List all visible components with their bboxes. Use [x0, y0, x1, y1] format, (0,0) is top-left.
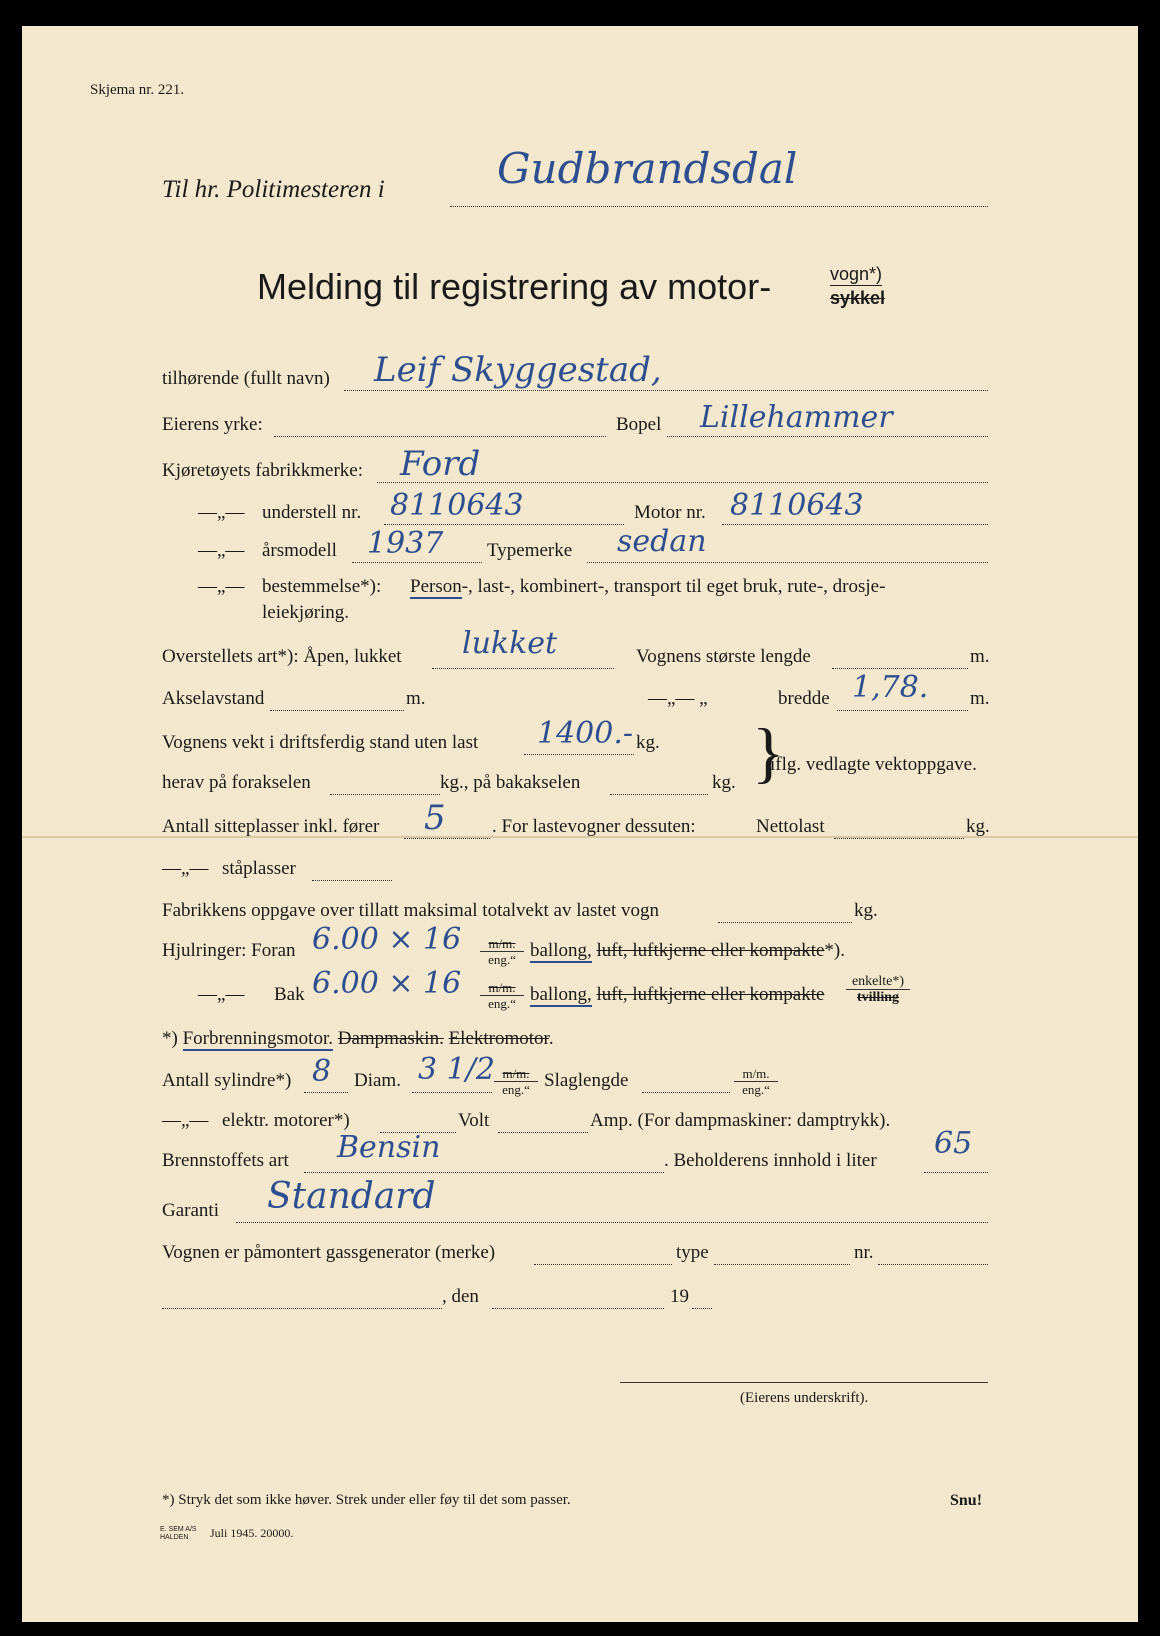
max-weight-line — [718, 922, 852, 923]
max-weight-unit: kg. — [854, 900, 878, 921]
front-axle-line — [330, 794, 440, 795]
motor-line — [722, 524, 988, 525]
form-title: Melding til registrering av motor- — [257, 266, 772, 307]
year-value: 1937 — [367, 526, 444, 561]
footer-note: *) Stryk det som ikke høver. Strek under eller føy til det som passer. — [162, 1492, 571, 1508]
length-label: Vognens største lengde — [636, 646, 811, 667]
amp-label: Amp. (For dampmaskiner: damptrykk). — [590, 1110, 891, 1131]
stroke-label: Slaglengde — [544, 1070, 629, 1091]
addressee-line — [450, 206, 988, 207]
title-option-sykkel: sykkel — [830, 288, 886, 308]
gas-type-line — [714, 1264, 850, 1265]
ditto-year: —„— — [198, 540, 245, 561]
wheelbase-line — [270, 710, 404, 711]
ditto-rear: —„— — [198, 984, 245, 1005]
year-label: årsmodell — [262, 540, 337, 561]
occupation-label: Eierens yrke: — [162, 414, 263, 435]
mm-label: m/m. — [734, 1066, 778, 1082]
gas-nr-line — [878, 1264, 988, 1265]
engine-type: *) Forbrenningsmotor. Dampmaskin. Elektromotor. — [162, 1028, 554, 1049]
volt-line — [498, 1132, 588, 1133]
seats-value: 5 — [424, 798, 446, 838]
weight-note: iflg. vedlagte vektoppgave. — [770, 754, 977, 775]
max-weight-label: Fabrikkens oppgave over tillatt maksimal totalvekt av lastet vogn — [162, 900, 660, 921]
make-label: Kjøretøyets fabrikkmerke: — [162, 460, 364, 481]
ditto-electric: —„— — [162, 1110, 209, 1131]
printer-mark — [160, 1526, 197, 1542]
eng-label: eng.“ — [502, 1082, 530, 1097]
residence-line — [667, 436, 988, 437]
body-line — [432, 668, 614, 669]
purpose-person: Person — [410, 576, 462, 597]
wheels-front-types — [530, 940, 845, 962]
gas-type-label: type — [676, 1242, 709, 1263]
tvilling-label: tvilling — [856, 990, 899, 1005]
seats-line — [404, 838, 490, 839]
addressee-value: Gudbrandsdal — [497, 144, 798, 193]
wheelbase-unit: m. — [406, 688, 426, 709]
single-twin — [846, 974, 910, 1005]
tank-line — [924, 1172, 988, 1173]
eng-label: eng.“ — [488, 952, 516, 967]
rear-axle-line — [610, 794, 708, 795]
residence-value: Lillehammer — [700, 400, 893, 435]
tank-value: 65 — [934, 1126, 973, 1161]
weight-line — [524, 754, 634, 755]
signature-line — [620, 1382, 988, 1383]
gas-line — [534, 1264, 672, 1265]
cyl-label: Antall sylindre*) — [162, 1070, 292, 1091]
ditto-width: —„— „ — [648, 688, 708, 709]
weight-brace: } — [752, 714, 785, 790]
purpose-line2: leiekjøring. — [262, 602, 350, 623]
engine-electric: Elektromotor — [448, 1028, 549, 1049]
tire-struck-front: luft, luftkjerne eller kompakte — [596, 940, 825, 961]
length-unit: m. — [970, 646, 990, 667]
type-label: Typemerke — [487, 540, 573, 561]
width-value: 1,78. — [852, 670, 929, 705]
fuel-label: Brennstoffets art — [162, 1150, 289, 1171]
weight-value: 1400.- — [537, 716, 634, 751]
netload-label: Nettolast — [756, 816, 825, 837]
printer-line2: HALDEN — [160, 1534, 189, 1541]
standing-line — [312, 880, 392, 881]
electric-label: elektr. motorer*) — [222, 1110, 350, 1131]
diam-unit — [494, 1066, 538, 1097]
warranty-value: Standard — [267, 1176, 436, 1217]
wheels-label: Hjulringer: Foran — [162, 940, 296, 961]
cyl-value: 8 — [312, 1054, 332, 1089]
turn-over: Snu! — [950, 1492, 983, 1509]
date-year: 19 — [670, 1286, 689, 1307]
purpose-rest: -, last-, kombinert-, transport til eget bruk, rute-, drosje- — [461, 576, 886, 597]
owner-value: Leif Skyggestad, — [374, 350, 662, 390]
warranty-label: Garanti — [162, 1200, 219, 1221]
enkelte-label: enkelte*) — [846, 974, 910, 990]
mm-label: m/m. — [494, 1066, 538, 1082]
wheelbase-label: Akselavstand — [162, 688, 265, 709]
chassis-line — [384, 524, 624, 525]
residence-label: Bopel — [616, 414, 662, 435]
diam-value: 3 1/2 — [418, 1052, 495, 1087]
volt-label: Volt — [458, 1110, 490, 1131]
tank-label: . Beholderens innhold i liter — [664, 1150, 877, 1171]
type-value: sedan — [617, 524, 707, 559]
eng-label: eng.“ — [742, 1082, 770, 1097]
type-line — [587, 562, 988, 563]
year-line — [352, 562, 482, 563]
width-label: bredde — [778, 688, 830, 709]
chassis-label: understell nr. — [262, 502, 362, 523]
make-value: Ford — [400, 444, 481, 484]
weight-unit: kg. — [636, 732, 660, 753]
occupation-line — [274, 436, 606, 437]
chassis-value: 8110643 — [390, 488, 524, 523]
fuel-value: Bensin — [337, 1130, 441, 1165]
wheels-front-unit — [480, 936, 524, 967]
wheels-front-value: 6.00 × 16 — [312, 922, 462, 957]
wheels-rear-types — [530, 984, 824, 1006]
title-option-vogn: vogn*) — [830, 264, 883, 284]
ditto-chassis: —„— — [198, 502, 245, 523]
ballong-rear: ballong, — [530, 984, 592, 1005]
rear-axle-label: kg., på bakakselen — [440, 772, 581, 793]
length-line — [832, 668, 968, 669]
stroke-line — [642, 1092, 730, 1093]
rear-axle-unit: kg. — [712, 772, 736, 793]
tire-struck-rear: luft, luftkjerne eller kompakte — [596, 984, 825, 1005]
owner-label: tilhørende (fullt navn) — [162, 368, 330, 389]
printer-line1: E. SEM A/S — [160, 1526, 197, 1533]
body-value: lukket — [462, 626, 558, 661]
rear-label: Bak — [274, 984, 305, 1005]
netload-unit: kg. — [966, 816, 990, 837]
weight-label: Vognens vekt i driftsferdig stand uten last — [162, 732, 479, 753]
motor-value: 8110643 — [730, 488, 864, 523]
motor-label: Motor nr. — [634, 502, 706, 523]
year-suffix-line — [692, 1308, 712, 1309]
wheels-rear-value: 6.00 × 16 — [312, 966, 462, 1001]
stroke-unit — [734, 1066, 778, 1097]
standing-label: ståplasser — [222, 858, 296, 879]
schema-number: Skjema nr. 221. — [90, 82, 185, 98]
engine-note-prefix: *) — [162, 1028, 178, 1049]
body-label: Overstellets art*): Åpen, lukket — [162, 646, 402, 667]
seats-label: Antall sitteplasser inkl. fører — [162, 816, 380, 837]
engine-steam: Dampmaskin. — [337, 1028, 444, 1049]
eng-label: eng.“ — [488, 996, 516, 1011]
print-info: Juli 1945. 20000. — [210, 1526, 294, 1540]
width-unit: m. — [970, 688, 990, 709]
truck-label: . For lastevogner dessuten: — [492, 816, 696, 837]
cyl-line — [304, 1092, 348, 1093]
date-line — [492, 1308, 664, 1309]
form-sheet — [22, 26, 1138, 1622]
signature-label: (Eierens underskrift). — [740, 1390, 869, 1406]
mm-label: m/m. — [480, 980, 524, 996]
netload-line — [834, 838, 964, 839]
front-axle-label: herav på forakselen — [162, 772, 311, 793]
wheels-rear-unit — [480, 980, 524, 1011]
date-den: , den — [442, 1286, 479, 1307]
purpose-label: bestemmelse*): — [262, 576, 382, 597]
fuel-line — [304, 1172, 664, 1173]
owner-line — [344, 390, 988, 391]
ballong-front: ballong, — [530, 940, 592, 961]
diam-line — [412, 1092, 492, 1093]
place-line — [162, 1308, 442, 1309]
ditto-purpose: —„— — [198, 576, 245, 597]
addressee-label: Til hr. Politimesteren i — [162, 176, 385, 203]
purpose-text — [410, 576, 885, 598]
gas-nr-label: nr. — [854, 1242, 874, 1263]
mm-label: m/m. — [480, 936, 524, 952]
warranty-line — [236, 1222, 988, 1223]
diam-label: Diam. — [354, 1070, 401, 1091]
width-line — [837, 710, 968, 711]
tire-suffix: *). — [824, 940, 845, 961]
ditto-standing: —„— — [162, 858, 209, 879]
engine-combustion: Forbrenningsmotor. — [182, 1028, 333, 1049]
gas-label: Vognen er påmontert gassgenerator (merke) — [162, 1242, 496, 1263]
